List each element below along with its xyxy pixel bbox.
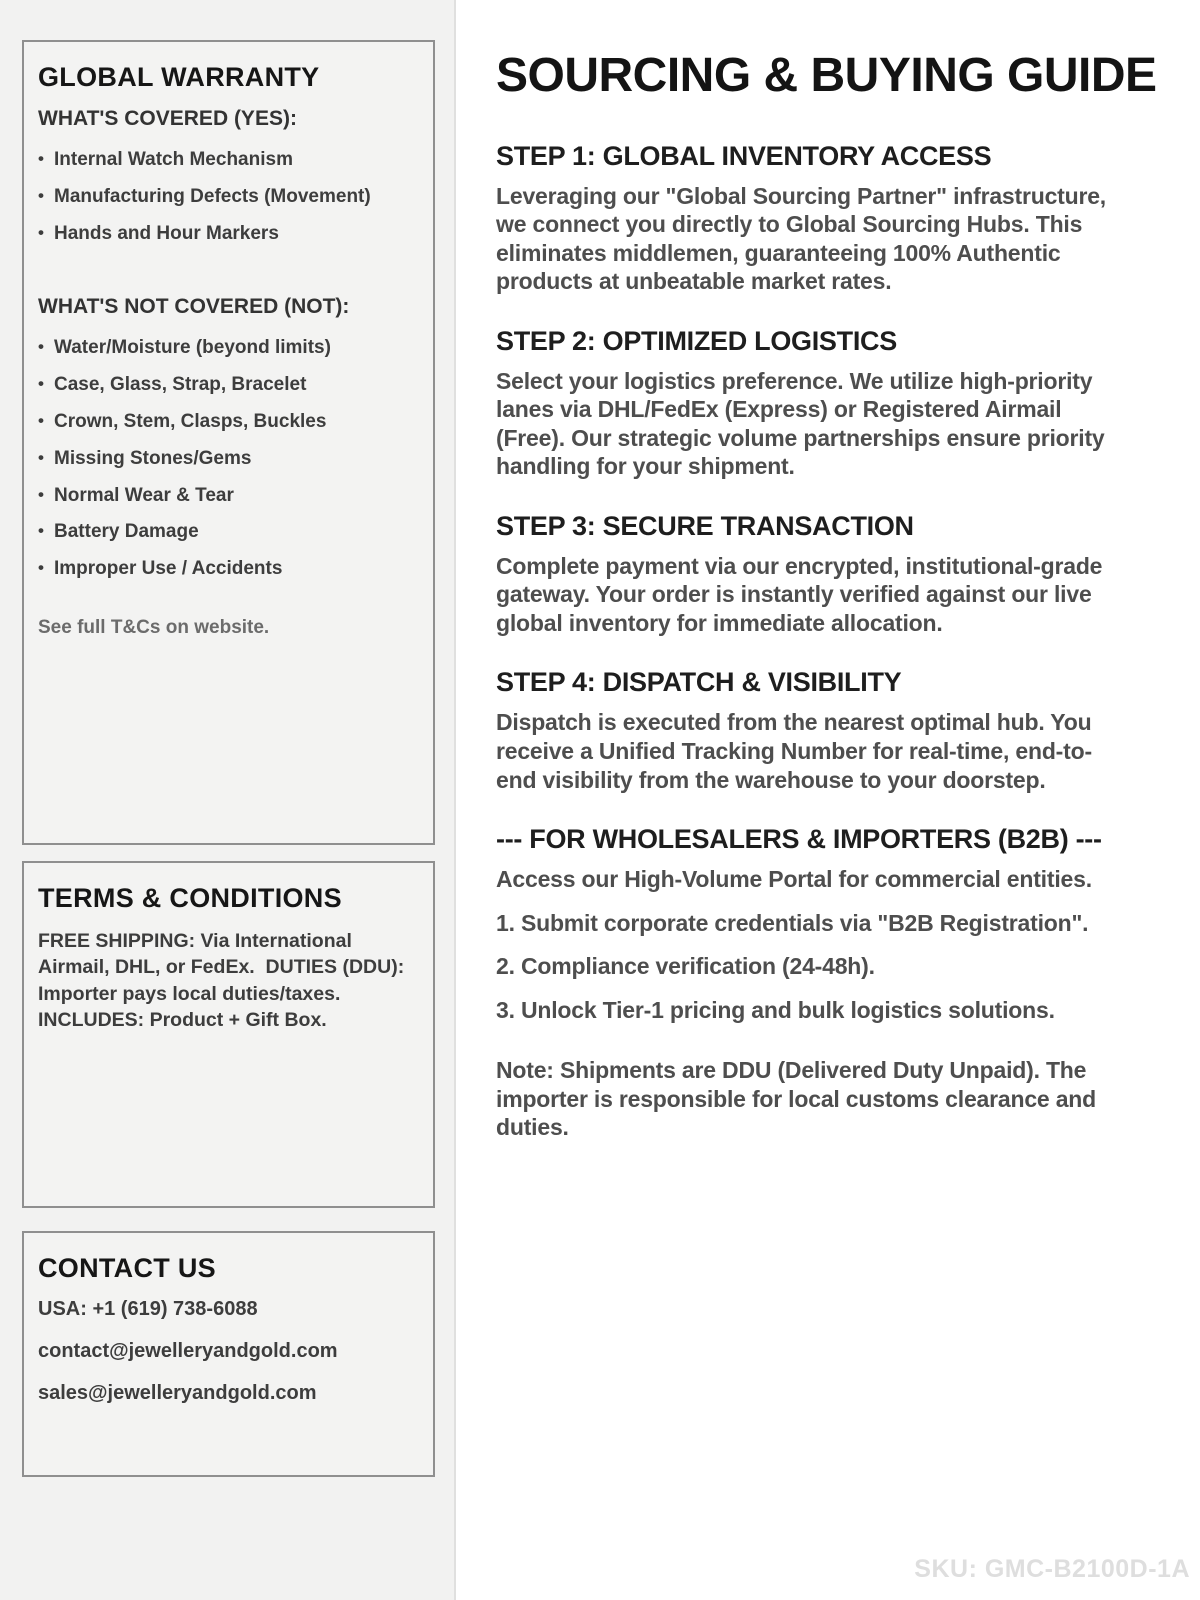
covered-item-label: Manufacturing Defects (Movement) [54,185,371,207]
not-covered-item-label: Water/Moisture (beyond limits) [54,337,331,359]
covered-heading: WHAT'S COVERED (YES): [38,107,297,130]
not-covered-item [38,485,417,508]
bullet-icon: • [38,410,44,430]
terms-panel [22,861,435,1208]
step-1-body: Leveraging our "Global Sourcing Partner" infrastructure, we connect you directly to Global Sourcing Hubs. This eliminates middlemen, guaranteeing 100% Authentic products at unbeatable market rates. [496,182,1107,295]
covered-item [38,149,417,172]
step-4-section [496,667,1156,794]
warranty-panel [22,40,435,845]
bullet-icon: • [38,337,44,357]
not-covered-item [38,558,417,581]
contact-phone: USA: +1 (619) 738-6088 [38,1298,258,1320]
step-1-heading: STEP 1: GLOBAL INVENTORY ACCESS [496,140,992,171]
step-3-section [496,511,1156,638]
covered-item [38,223,417,246]
not-covered-item [38,521,417,544]
contact-panel [22,1231,435,1477]
not-covered-item-label: Improper Use / Accidents [54,558,283,580]
step-3-heading: STEP 3: SECURE TRANSACTION [496,510,914,541]
not-covered-item-label: Missing Stones/Gems [54,447,252,469]
step-4-body: Dispatch is executed from the nearest optimal hub. You receive a Unified Tracking Number for real-time, end-to-end visibility from the warehouse to your doorstep. [496,709,1092,793]
b2b-intro: Access our High-Volume Portal for commercial entities. [496,866,1092,893]
not-covered-item [38,374,417,397]
covered-item-label: Hands and Hour Markers [54,222,279,244]
warranty-title: GLOBAL WARRANTY [38,62,320,92]
b2b-item: 1. Submit corporate credentials via "B2B Registration". [496,909,1089,936]
step-2-body: Select your logistics preference. We utilize high-priority lanes via DHL/FedEx (Express) or Registered Airmail (Free). Our strategic volume partnerships ensure priority handling for your shipment. [496,367,1105,480]
warranty-footnote: See full T&Cs on website. [38,616,270,638]
covered-item [38,186,417,209]
terms-body: FREE SHIPPING: Via International Airmail, DHL, or FedEx. DUTIES (DDU): Importer pays local duties/taxes. INCLUDES: Product + Gift Box. [38,930,410,1031]
b2b-heading: --- FOR WHOLESALERS & IMPORTERS (B2B) --- [496,824,1102,855]
not-covered-item-label: Crown, Stem, Clasps, Buckles [54,410,327,432]
bullet-icon: • [38,484,44,504]
b2b-section [496,824,1156,1142]
main-content [458,0,1200,1600]
contact-email-sales: sales@jewelleryandgold.com [38,1382,317,1404]
bullet-icon: • [38,521,44,541]
not-covered-item [38,337,417,360]
not-covered-item [38,448,417,471]
bullet-icon: • [38,447,44,467]
contact-email-primary: contact@jewelleryandgold.com [38,1340,338,1362]
b2b-item: 3. Unlock Tier-1 pricing and bulk logistics solutions. [496,996,1055,1023]
step-2-section [496,326,1156,481]
step-3-body: Complete payment via our encrypted, institutional-grade gateway. Your order is instantly verified against our live global inventory for immediate allocation. [496,552,1103,636]
contact-title: CONTACT US [38,1253,216,1283]
step-2-heading: STEP 2: OPTIMIZED LOGISTICS [496,325,897,356]
bullet-icon: • [38,149,44,168]
covered-item-label: Internal Watch Mechanism [54,149,293,170]
not-covered-item-label: Normal Wear & Tear [54,484,234,506]
not-covered-item-label: Battery Damage [54,521,199,543]
b2b-item: 2. Compliance verification (24-48h). [496,953,875,980]
step-4-heading: STEP 4: DISPATCH & VISIBILITY [496,667,902,698]
bullet-icon: • [38,374,44,394]
b2b-note: Note: Shipments are DDU (Delivered Duty Unpaid). The importer is responsible for local customs clearance and duties. [496,1057,1096,1141]
not-covered-item [38,411,417,434]
step-1-section [496,141,1156,296]
not-covered-heading: WHAT'S NOT COVERED (NOT): [38,295,350,319]
bullet-icon: • [38,558,44,578]
bullet-icon: • [38,185,44,205]
page-title: SOURCING & BUYING GUIDE [496,49,1157,102]
sku-label: SKU: GMC-B2100D-1A [914,1555,1190,1583]
bullet-icon: • [38,222,44,242]
not-covered-item-label: Case, Glass, Strap, Bracelet [54,374,307,396]
sidebar [0,0,456,1600]
terms-title: TERMS & CONDITIONS [38,883,342,913]
